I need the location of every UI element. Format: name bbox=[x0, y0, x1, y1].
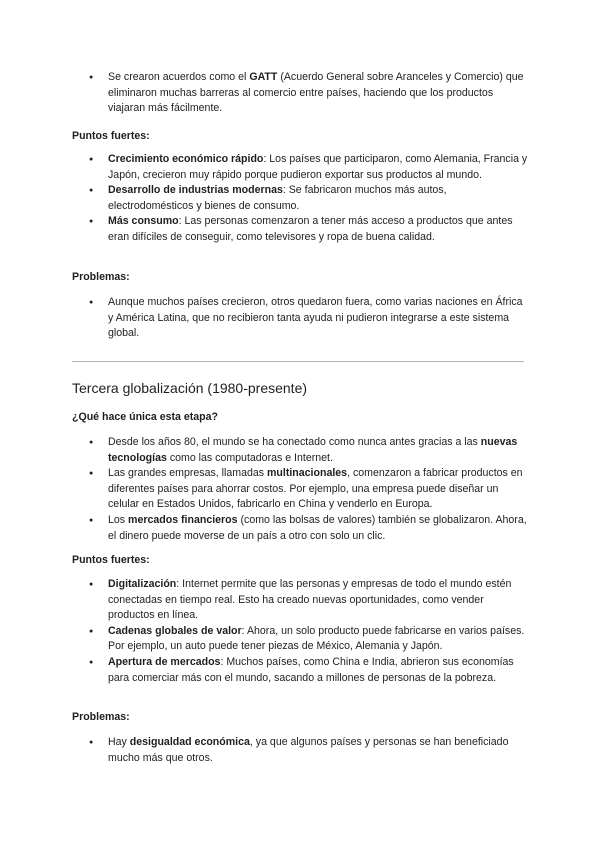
bullet-text: : Las personas comenzaron a tener más acceso a productos que antes eran difíciles de conseguir, como televisores y ropa de buena calidad. bbox=[108, 215, 513, 243]
bullet-text: : Internet permite que las personas y empresas de todo el mundo estén conectadas en tiempo real. Esto ha creado nuevas oportunidades, como vender productos en línea. bbox=[108, 578, 512, 622]
bullet-text: : Muchos países, como China e India, abrieron sus economías para comerciar más con el mundo, sacando a millones de personas de la pobreza. bbox=[108, 655, 514, 684]
strengths-label: Puntos fuertes: bbox=[72, 554, 150, 566]
bullet-text: : Los países que participaron, como Alemania, Francia y Japón, crecieron muy rápido porque pudieron exportar sus productos al mundo. bbox=[108, 153, 528, 181]
bullet-text: Se crearon acuerdos como el bbox=[108, 71, 250, 83]
list-item: ● Aunque muchos países crecieron, otros quedaron fuera, como varias naciones en África y América Latina, que no recibieron tanta ayuda ni pudieron integrarse a este sistema global. bbox=[108, 295, 528, 342]
problems-list bbox=[108, 295, 528, 342]
bullet-bold-term: desigualdad económica bbox=[129, 736, 250, 748]
bullet-text: : Se fabricaron muchos más autos, electrodomésticos y bienes de consumo. bbox=[108, 184, 447, 212]
bullet-text: (como las bolsas de valores) también se globalizaron. Ahora, el dinero puede moverse de un país a otro con solo un clic. bbox=[108, 513, 527, 542]
bullet-bold-term: Crecimiento económico rápido bbox=[108, 153, 264, 165]
bullet-bold-term: Apertura de mercados bbox=[108, 655, 221, 668]
list-item bbox=[108, 624, 528, 655]
bullet-text: Los bbox=[108, 513, 129, 526]
list-item bbox=[108, 735, 528, 766]
bullet-bold-term: Más consumo bbox=[108, 215, 179, 228]
list-item bbox=[108, 466, 528, 513]
bullet-bold-term: GATT bbox=[249, 71, 278, 83]
section-heading: Tercera globalización (1980-presente) bbox=[72, 380, 308, 396]
problems-label: Problemas: bbox=[72, 711, 130, 723]
list-item bbox=[108, 183, 528, 214]
list-item bbox=[108, 70, 528, 117]
section-divider bbox=[72, 361, 524, 362]
bullet-text: Desde los años 80, el mundo se ha conectado como nunca antes gracias a las bbox=[108, 436, 481, 448]
list-item bbox=[108, 577, 528, 624]
bullet-text: : Ahora, un solo producto puede fabricarse en varios países. Por ejemplo, un auto puede tener piezas de México, Alemania y Japón. bbox=[108, 624, 525, 653]
bullet-bold-term: Digitalización bbox=[108, 578, 177, 590]
bullet-text: (Acuerdo General sobre Aranceles y Comercio) que eliminaron muchas barreras al comercio entre países, haciendo que los productos viajaran más fácilmente. bbox=[108, 71, 524, 115]
bullet-bold-term: Desarrollo de industrias modernas bbox=[108, 184, 283, 197]
bullet-text: como las computadoras e Internet. bbox=[166, 451, 333, 464]
bullet-bold-term: nuevas tecnologías bbox=[108, 436, 518, 464]
bullet-text: Hay bbox=[108, 736, 130, 748]
problems-list bbox=[108, 735, 528, 766]
problems-label: Problemas: bbox=[72, 271, 130, 283]
strengths-list bbox=[108, 152, 528, 246]
list-item bbox=[108, 214, 528, 245]
strengths-list bbox=[108, 577, 528, 686]
list-item bbox=[108, 513, 528, 544]
bullet-text: , ya que algunos países y personas se han beneficiado mucho más que otros. bbox=[108, 736, 509, 764]
bullet-text: Las grandes empresas, llamadas bbox=[108, 467, 267, 480]
list-item bbox=[108, 655, 528, 686]
list-item bbox=[108, 152, 528, 183]
unique-bullet-list bbox=[108, 435, 528, 544]
intro-bullet-list bbox=[108, 70, 528, 117]
list-item bbox=[108, 435, 528, 466]
bullet-text: , comenzaron a fabricar productos en diferentes países para ahorrar costos. Por ejemplo, una empresa puede diseñar un celular en Estados Unidos, fabricarlo en China y venderlo en Europa. bbox=[108, 467, 523, 511]
bullet-bold-term: Cadenas globales de valor bbox=[108, 624, 242, 637]
bullet-bold-term: mercados financieros bbox=[128, 513, 238, 526]
bullet-bold-term: multinacionales bbox=[267, 467, 348, 480]
strengths-label: Puntos fuertes: bbox=[72, 130, 150, 142]
question-label: ¿Qué hace única esta etapa? bbox=[72, 411, 219, 423]
